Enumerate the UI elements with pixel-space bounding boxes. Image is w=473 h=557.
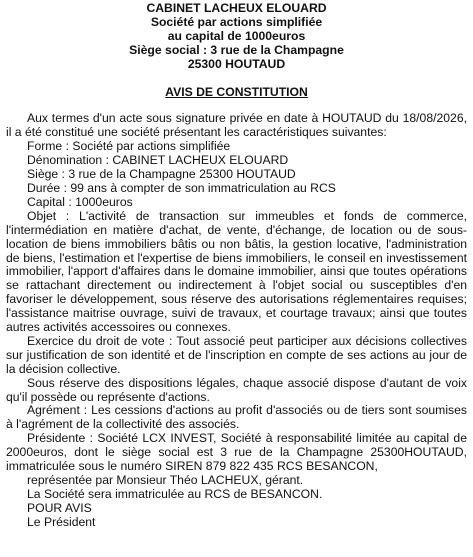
field-duree: Durée : 99 ans à compter de son immatriculation au RCS bbox=[27, 180, 336, 195]
field-capital: Capital : 1000euros bbox=[27, 194, 133, 209]
signatory-line: Le Président bbox=[27, 514, 96, 529]
field-denomination: Dénomination : CABINET LACHEUX ELOUARD bbox=[27, 153, 289, 168]
presidente-paragraph: Présidente : Société LCX INVEST, Société à responsabilité limitée au capital de 2000euros, dont le siège social est 3 rue de la Champagne 25300HOUTAUD, immatriculée sous le numéro SIREN 879 822 435 RCS BESANCON, bbox=[6, 431, 467, 474]
company-form: Société par actions simplifiée bbox=[150, 14, 323, 29]
representative-line: représentée par Monsieur Théo LACHEUX, gérant. bbox=[27, 473, 304, 487]
reserve-paragraph: Sous réserve des dispositions légales, chaque associé dispose d'autant de voix qu'il possède ou représente d'actions. bbox=[6, 375, 467, 404]
company-city: 25300 HOUTAUD bbox=[187, 56, 286, 71]
notice-title: AVIS DE CONSTITUTION bbox=[165, 84, 308, 99]
objet-paragraph: Objet : L'activité de transaction sur immeubles et fonds de commerce, l'intermédiation en matière d'achat, de vente, d'échange, de location ou de sous-location de biens immobiliers bâtis ou non bâtis, la gestion locative, l'administration de biens, l'estimation et l'expertise de biens immobiliers, le conseil en investissement immobilier, l'apport d'affaires dans le domaine immobilier, ainsi que toutes opérations se rattachant directement ou indirectement à l'objet social ou susceptibles d'en favoriser le développement, sous réserve des autorisations réglementaires requises; l'assistance maitrise ouvrage, suivi de travaux, et courtage travaux; ainsi que toutes autres activités accessoires ou connexes. bbox=[6, 208, 467, 335]
company-header bbox=[6, 2, 467, 72]
company-name: CABINET LACHEUX ELOUARD bbox=[146, 1, 327, 15]
registration-line: La Société sera immatriculée au RCS de BESANCON. bbox=[27, 486, 323, 501]
legal-notice bbox=[6, 0, 467, 530]
field-siege: Siège : 3 rue de la Champagne 25300 HOUTAUD bbox=[27, 167, 296, 182]
agrement-paragraph: Agrément : Les cessions d'actions au profit d'associés ou de tiers sont soumises à l'agrément de la collectivité des associés. bbox=[6, 403, 467, 432]
company-fields bbox=[6, 140, 467, 210]
field-forme: Forme : Société par actions simplifiée bbox=[27, 139, 231, 154]
closing-block bbox=[6, 474, 467, 530]
vote-paragraph: Exercice du droit de vote : Tout associé peut participer aux décisions collectives sur justification de son identité et de l'inscription en compte de ses actions au jour de la décision collective. bbox=[6, 333, 467, 376]
pour-avis-line: POUR AVIS bbox=[27, 500, 92, 515]
company-address: Siège social : 3 rue de la Champagne bbox=[129, 42, 344, 57]
company-capital: au capital de 1000euros bbox=[167, 28, 306, 43]
intro-paragraph: Aux termes d'un acte sous signature privée en date à HOUTAUD du 18/08/2026, il a été constitué une société présentant les caractéristiques suivantes: bbox=[6, 111, 467, 140]
